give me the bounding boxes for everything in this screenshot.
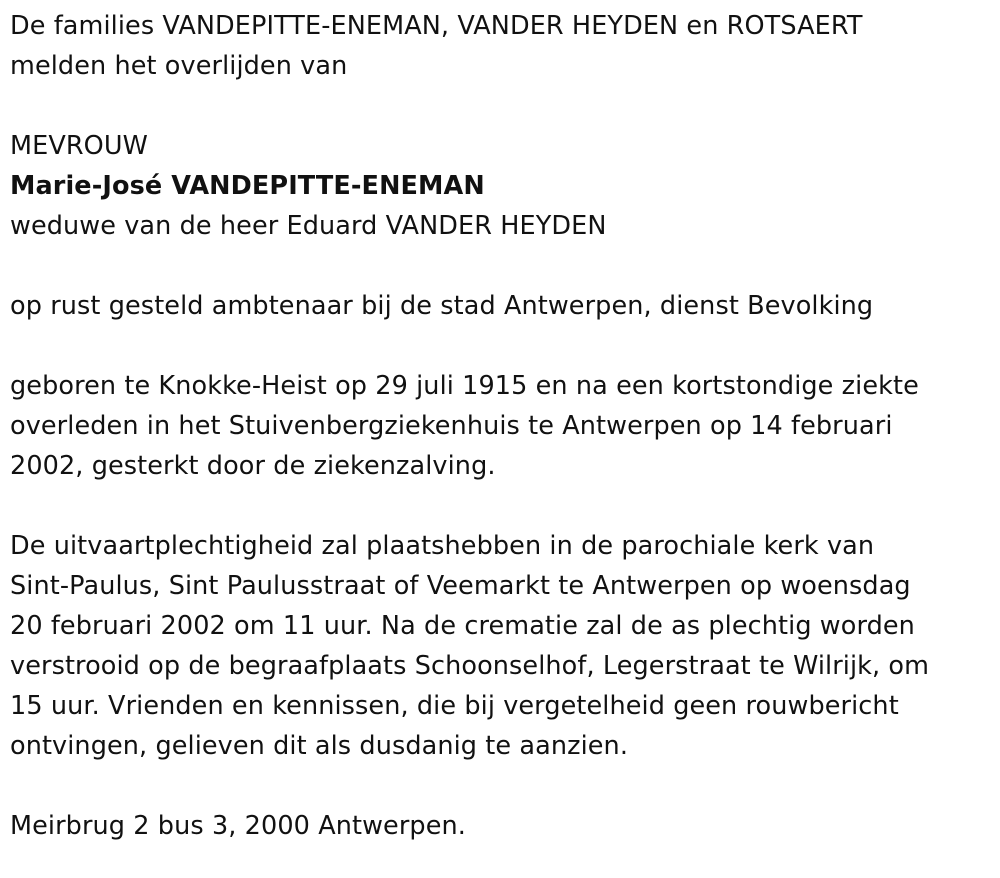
deceased-relation: weduwe van de heer Eduard VANDER HEYDEN [10,211,607,241]
spacer [10,486,985,526]
birth-death-line: overleden in het Stuivenbergziekenhuis te Antwerpen op 14 februari [10,411,893,441]
ceremony-line: Sint-Paulus, Sint Paulusstraat of Veemarkt te Antwerpen op woensdag [10,571,911,601]
intro-line: De families VANDEPITTE-ENEMAN, VANDER HEYDEN en ROTSAERT [10,11,863,41]
ceremony-line: De uitvaartplechtigheid zal plaatshebben in de parochiale kerk van [10,531,875,561]
ceremony-line: 15 uur. Vrienden en kennissen, die bij vergetelheid geen rouwbericht [10,691,899,721]
birth-death-line: 2002, gesterkt door de ziekenzalving. [10,451,496,481]
ceremony-line: ontvingen, gelieven dit als dusdanig te aanzien. [10,731,629,761]
spacer [10,246,985,286]
ceremony-line: verstrooid op de begraafplaats Schoonselhof, Legerstraat te Wilrijk, om [10,651,930,681]
deceased-name: Marie-José VANDEPITTE-ENEMAN [10,171,485,201]
death-notice [10,6,985,846]
spacer [10,86,985,126]
address-line: Meirbrug 2 bus 3, 2000 Antwerpen. [10,811,466,841]
ceremony-line: 20 februari 2002 om 11 uur. Na de crematie zal de as plechtig worden [10,611,915,641]
birth-death-line: geboren te Knokke-Heist op 29 juli 1915 en na een kortstondige ziekte [10,371,919,401]
spacer [10,766,985,806]
spacer [10,326,985,366]
occupation-line: op rust gesteld ambtenaar bij de stad Antwerpen, dienst Bevolking [10,291,874,321]
deceased-title: MEVROUW [10,131,148,161]
intro-line: melden het overlijden van [10,51,348,81]
